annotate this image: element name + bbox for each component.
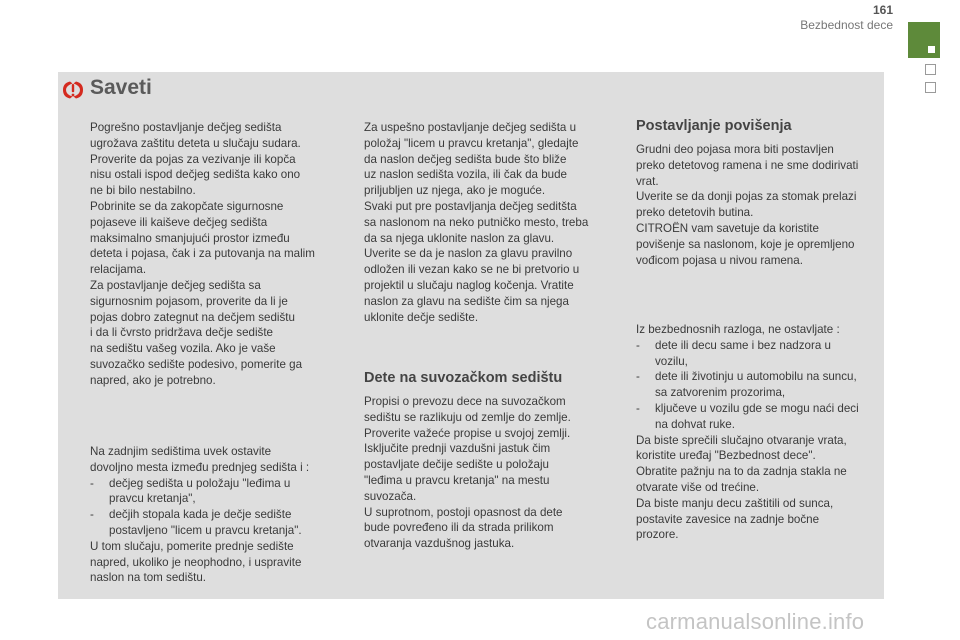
col3-para2: [636, 322, 859, 543]
list-item: [636, 338, 859, 370]
text-line: sigurnosnim pojasom, proverite da li je: [90, 294, 288, 308]
text-line: Za postavljanje dečjeg sedišta sa: [90, 278, 261, 292]
text-line: Isključite prednji vazdušni jastuk čim: [364, 442, 551, 456]
text-line: postavite zavesice na zadnje bočne: [636, 512, 820, 526]
text-line: naslon za glavu na sedište čim sa njega: [364, 294, 569, 308]
text-line: otvaranja vazdušnog jastuka.: [364, 537, 515, 551]
warning-icon: [62, 80, 84, 100]
section-title: Bezbednost dece: [800, 18, 893, 32]
text-line: otvarate više od trećine.: [636, 480, 760, 494]
text-line: Da biste manju decu zaštitili od sunca,: [636, 496, 834, 510]
text-line: preko detetovih butina.: [636, 206, 754, 220]
text-line: ključeve u vozilu gde se mogu naći deci: [655, 401, 859, 415]
text-line: naslon na tom sedištu.: [90, 571, 207, 585]
text-line: položaj "licem u pravcu kretanja", gledajte: [364, 136, 579, 150]
text-line: dete ili decu same i bez nadzora u: [655, 338, 831, 352]
text-line: na sedištu vašeg vozila. Ako je vaše: [90, 342, 276, 356]
text-line: povišenje sa naslonom, koje je opremljeno: [636, 237, 855, 251]
text-line: maksimalno smanjujući prostor između: [90, 231, 290, 245]
text-line: ugrožava zaštitu deteta u slučaju sudara.: [90, 136, 301, 150]
page-tab-square-icon: [928, 46, 935, 53]
list-item: [636, 369, 859, 401]
text-line: U tom slučaju, pomerite prednje sedište: [90, 539, 294, 553]
chapter-tab: [908, 22, 940, 58]
text-line: dečjih stopala kada je dečje sedište: [109, 508, 292, 522]
thumbnail-square: [925, 82, 936, 93]
text-line: "leđima u pravcu kretanja" na mestu: [364, 473, 550, 487]
text-line: vozilu,: [655, 354, 688, 368]
watermark: carmanualsonline.info: [646, 609, 865, 634]
list-item: [90, 507, 309, 539]
text-line: Pobrinite se da zakopčate sigurnosne: [90, 199, 284, 213]
text-line: vrat.: [636, 174, 659, 188]
col1-para1: [90, 120, 315, 389]
text-line: postavljeno "licem u pravcu kretanja".: [109, 523, 302, 537]
thumbnail-square: [925, 64, 936, 75]
col2-para1: [364, 120, 588, 325]
text-line: Pogrešno postavljanje dečjeg sedišta: [90, 121, 282, 134]
text-line: uklonite dečje sedište.: [364, 310, 479, 324]
col2-para2: [364, 394, 571, 552]
text-line: dete ili životinju u automobilu na suncu,: [655, 370, 857, 384]
text-line: preko detetovog ramena i ne sme dodirivati: [636, 158, 859, 172]
text-line: postavljate dečije sedište u položaju: [364, 458, 549, 472]
text-line: Obratite pažnju na to da zadnja stakla ne: [636, 465, 847, 479]
text-line: deteta i pojasa, čak i za putovanja na malim: [90, 247, 315, 261]
text-line: Iz bezbednosnih razloga, ne ostavljate :: [636, 323, 840, 336]
text-line: Za uspešno postavljanje dečjeg sedišta u: [364, 121, 577, 134]
text-line: sa naslonom na neko putničko mesto, treba: [364, 215, 589, 229]
text-line: relacijama.: [90, 263, 147, 277]
text-line: CITROËN vam savetuje da koristite: [636, 221, 819, 235]
text-line: dovoljno mesta između prednjeg sedišta i :: [90, 460, 310, 474]
text-line: uz naslon sedišta vozila, ili čak da bude: [364, 168, 568, 182]
text-line: napred, ukoliko je neophodno, i uspravite: [90, 555, 302, 569]
text-line: napred, ako je potrebno.: [90, 373, 216, 387]
text-line: i da li čvrsto pridržava dečje sedište: [90, 326, 274, 340]
col3-list: [636, 338, 859, 433]
text-line: da sa njega uklonite naslon za glavu.: [364, 231, 555, 245]
text-line: Propisi o prevozu dece na suvozačkom: [364, 395, 566, 408]
text-line: koristite uređaj "Bezbednost dece".: [636, 449, 816, 463]
text-line: prozore.: [636, 528, 679, 542]
heading-booster: Postavljanje povišenja: [636, 118, 792, 134]
text-line: pojaseve ili kaiševe dečjeg sedišta: [90, 215, 268, 229]
text-line: ne bi bilo nestabilno.: [90, 184, 196, 198]
text-line: Na zadnjim sedištima uvek ostavite: [90, 445, 272, 458]
list-item: [636, 401, 859, 433]
col1-list: [90, 476, 309, 539]
text-line: Uverite se da donji pojas za stomak prelazi: [636, 190, 857, 204]
col1-para2: [90, 444, 309, 586]
text-line: sa zatvorenim prozorima,: [655, 386, 786, 400]
text-line: Svaki put pre postavljanja dečjeg seditšta: [364, 199, 577, 213]
text-line: pravcu kretanja",: [109, 492, 196, 506]
text-line: Da biste sprečili slučajno otvaranje vrata,: [636, 433, 847, 447]
page-number: 161: [872, 3, 893, 17]
text-line: Uverite se da je naslon za glavu pravilno: [364, 247, 573, 261]
text-line: Grudni deo pojasa mora biti postavljen: [636, 143, 834, 156]
text-line: projektil u slučaju naglog kočenja. Vratite: [364, 278, 574, 292]
text-line: sedištu se razlikuju od zemlje do zemlje.: [364, 410, 571, 424]
text-line: pojas dobro zategnut na dečjem sedištu: [90, 310, 295, 324]
text-line: da naslon dečjeg sedišta bude što bliže: [364, 152, 567, 166]
heading-passenger-seat: Dete na suvozačkom sedištu: [364, 370, 563, 386]
list-item: [90, 476, 309, 508]
panel-title: Saveti: [90, 76, 152, 99]
text-line: Proverite važeće propise u svojoj zemlji.: [364, 426, 571, 440]
text-line: Proverite da pojas za vezivanje ili kopča: [90, 152, 296, 166]
text-line: vođicom pojasa u nivou ramena.: [636, 253, 803, 267]
text-line: odložen ili vezan kako se ne bi pretvorio u: [364, 263, 580, 277]
text-line: suvozačko sedište podesivo, pomerite ga: [90, 357, 303, 371]
text-line: bude povređeno ili da strada prilikom: [364, 521, 554, 535]
text-line: U suprotnom, postoji opasnost da dete: [364, 505, 563, 519]
text-line: na dohvat ruke.: [655, 417, 735, 431]
text-line: suvozača.: [364, 489, 417, 503]
text-line: dečjeg sedišta u položaju "leđima u: [109, 476, 291, 490]
text-line: priljubljen uz njega, ako je moguće.: [364, 184, 546, 198]
text-line: nisu ostali ispod dečjeg sedišta kako ono: [90, 168, 301, 182]
col3-para1: [636, 142, 858, 268]
